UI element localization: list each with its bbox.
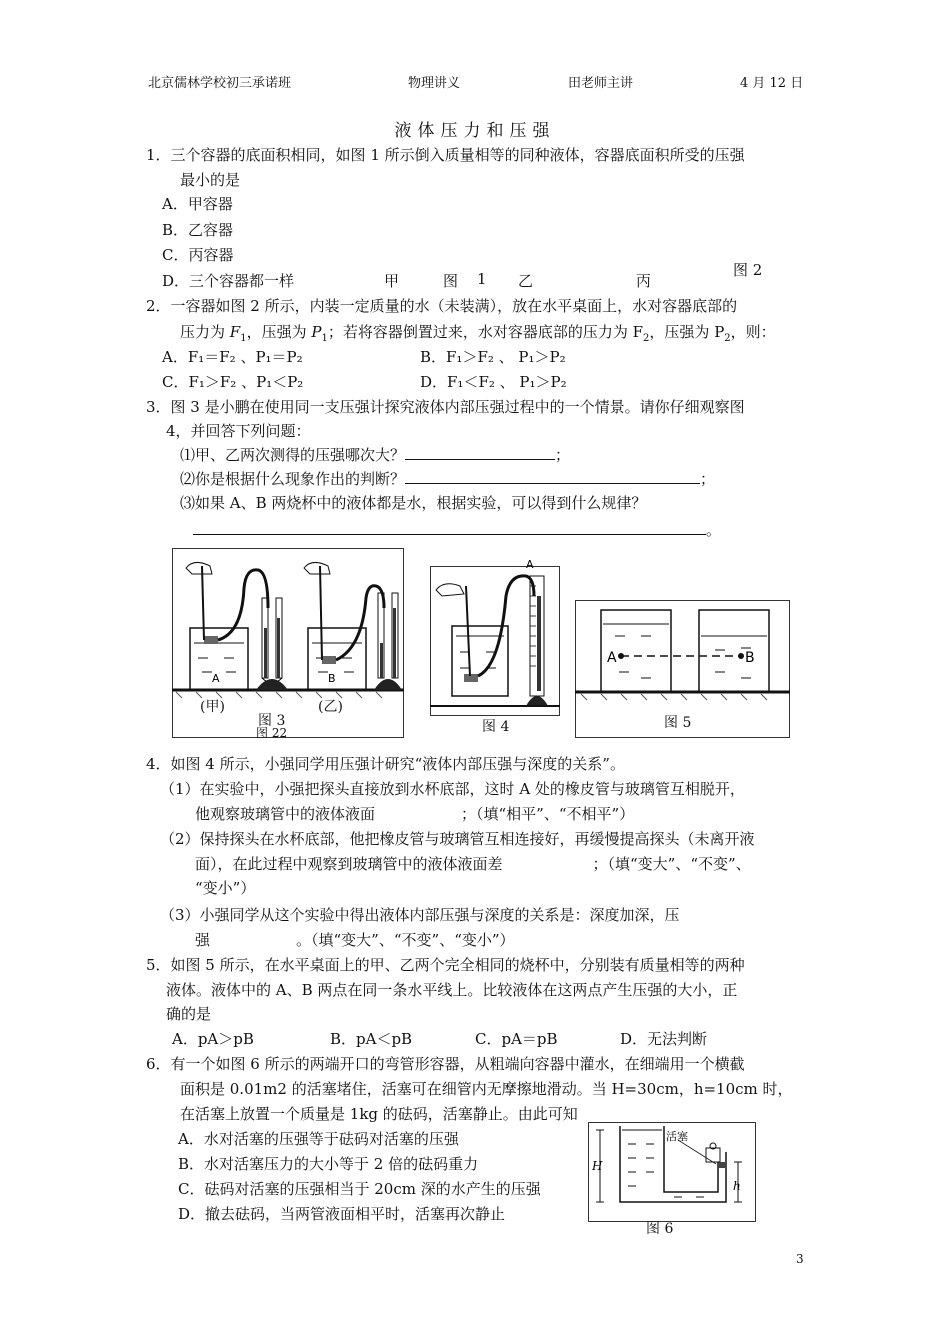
q6-option-c: C．砝码对活塞的压强相当于 20cm 深的水产生的压强 — [178, 1180, 541, 1198]
q4-p1a: （1）在实验中，小强把探头直接放到水杯底部，这时 A 处的橡皮管与玻璃管互相脱开， — [160, 780, 745, 798]
q3-sub3: ⑶如果 A、B 两烧杯中的液体都是水，根据实验，可以得到什么规律？ — [180, 494, 647, 512]
q4-p3b-text: 强 — [195, 931, 211, 949]
fig6-caption: 图 6 — [646, 1221, 674, 1237]
fig6-label-H: H — [592, 1159, 603, 1173]
q3-sub2-blank — [405, 469, 700, 484]
q4-p2a: （2）保持探头在水杯底部，他把橡皮管与玻璃管互相连接好，再缓慢提高探头（未离开液 — [160, 830, 755, 848]
q2-line2: 压力为 $F_1$，压强为 $P_1$；若将容器倒置过来，水对容器底部的压力为 $F_2$，压强为 $P_2$，则： — [180, 323, 776, 344]
q4-p3c-text: 。（填“变大”、“不变”、“变小”） — [296, 931, 515, 949]
q5-line2: 液体。液体中的 A、B 两点在同一条水平线上。比较液体在这两点产生压强的大小，正 — [166, 981, 738, 999]
q6-line1: 6．有一个如图 6 所示的两端开口的弯管形容器，从粗端向容器中灌水，在细端用一个横截 — [146, 1055, 745, 1073]
figure-4 — [430, 556, 560, 716]
q3-sub2-text: ⑵你是根据什么现象作出的判断？ — [180, 470, 406, 488]
q4-p2d: “变小”） — [195, 879, 256, 897]
q3-sub1 — [180, 444, 570, 465]
q4-p1c-text: ；（填“相平”、“不相平”） — [461, 805, 635, 823]
q4-p3a: （3）小强同学从这个实验中得出液体内部压强与深度的关系是：深度加深，压 — [160, 906, 680, 924]
q2-option-c: C．F₁＞F₂ 、P₁＜P₂ — [162, 373, 304, 391]
q6-option-b: B．水对活塞压力的大小等于 2 倍的砝码重力 — [178, 1155, 479, 1173]
q2-option-d: D．F₁＜F₂ 、 P₁＞P₂ — [420, 373, 567, 391]
fig3-caption-jia: (甲) — [200, 699, 225, 715]
page-title: 液体压力和压强 — [394, 121, 556, 141]
figure-6 — [588, 1122, 756, 1222]
q2-text-a: 压力为 — [180, 323, 226, 341]
q5-line1: 5．如图 5 所示，在水平桌面上的甲、乙两个完全相同的烧杯中，分别装有质量相等的两种 — [146, 956, 745, 974]
fig6-label-piston: 活塞 — [666, 1130, 688, 1143]
q4-p1b — [195, 803, 634, 824]
q4-p1b-text: 他观察玻璃管中的液体液面 — [195, 805, 376, 823]
q3-sub2-end: ； — [700, 470, 716, 488]
fig3-caption-2: 图 22 — [256, 726, 288, 740]
q3-sub1-blank — [405, 445, 555, 460]
q1-option-b: B．乙容器 — [162, 221, 234, 239]
q4-p2b-text: 面），在此过程中观察到玻璃管中的液体液面差 — [195, 855, 503, 873]
header-subject: 物理讲义 — [408, 76, 461, 91]
fig6-label-h: h — [733, 1179, 741, 1193]
q4-p2c-text: ；（填“变大”、“不变”、 — [592, 855, 751, 873]
q6-option-a: A．水对活塞的压强等于砝码对活塞的压强 — [178, 1130, 459, 1148]
fig1-label-bing: 丙 — [636, 272, 652, 290]
q5-line3: 确的是 — [166, 1005, 212, 1023]
fig4-caption: 图 4 — [482, 719, 510, 735]
q3-sub3-answer — [193, 519, 721, 540]
q6-line2: 面积是 0.01m2 的活塞堵住，活塞可在细管内无摩擦地滑动。当 H=30cm，h=10cm 时， — [180, 1080, 793, 1098]
q4-p3b — [195, 929, 515, 950]
q3-sub2 — [180, 468, 715, 489]
q3-line2: 4，并回答下列问题： — [166, 422, 311, 440]
q5-option-b: B．pA＜pB — [330, 1030, 413, 1048]
q2-text-c: ；若将容器倒置过来，水对容器底部的压力为 F — [327, 323, 644, 341]
q1-option-a: A．甲容器 — [162, 195, 233, 213]
fig5-label-a: A — [607, 650, 617, 666]
q5-option-a: A．pA＞pB — [172, 1030, 254, 1048]
q5-option-d: D．无法判断 — [620, 1030, 708, 1048]
header-date: 4 月 12 日 — [740, 76, 804, 91]
fig1-label-yi: 乙 — [518, 272, 534, 290]
q6-line3: 在活塞上放置一个质量是 1kg 的砝码，活塞静止。由此可知 — [180, 1105, 578, 1123]
q4-line1: 4．如图 4 所示，小强同学用压强计研究“液体内部压强与深度的关系”。 — [146, 755, 625, 773]
q3-sub1-text: ⑴甲、乙两次测得的压强哪次大？ — [180, 446, 406, 464]
q3-sub3-blank — [193, 520, 706, 535]
q5-option-c: C．pA＝pB — [475, 1030, 558, 1048]
fig2-label: 图 2 — [733, 261, 763, 279]
q2-line1: 2．一容器如图 2 所示，内装一定质量的水（未装满），放在水平桌面上，水对容器底部的 — [146, 297, 738, 315]
fig4-label-a: A — [526, 558, 534, 571]
fig1-label-tu: 图 — [443, 272, 459, 290]
q2-option-b: B．F₁＞F₂ 、 P₁＞P₂ — [420, 348, 566, 366]
q3-sub3-end: 。 — [706, 521, 722, 539]
q6-option-d: D．撤去砝码，当两管液面相平时，活塞再次静止 — [178, 1205, 506, 1223]
q3-line1: 3．图 3 是小鹏在使用同一支压强计探究液体内部压强过程中的一个情景。请你仔细观察图 — [146, 398, 745, 416]
q1-line1: 1．三个容器的底面积相同，如图 1 所示倒入质量相等的同种液体，容器底面积所受的压强 — [146, 146, 745, 164]
q1-option-c: C．丙容器 — [162, 246, 234, 264]
q2-text-b: ，压强为 — [246, 323, 307, 341]
fig3-caption-yi: (乙) — [318, 699, 343, 715]
q2-option-a: A．F₁＝F₂ 、P₁＝P₂ — [162, 348, 303, 366]
q2-text-d: ，压强为 P — [649, 323, 725, 341]
header-teacher: 田老师主讲 — [568, 76, 634, 91]
fig1-label-num: 1 — [477, 270, 487, 288]
fig5-label-b: B — [745, 650, 755, 666]
q1-option-d: D．三个容器都一样 — [162, 272, 295, 290]
fig1-label-jia: 甲 — [384, 272, 400, 290]
q4-p2b — [195, 853, 751, 874]
q3-sub1-end: ； — [555, 446, 571, 464]
fig5-caption: 图 5 — [664, 715, 692, 731]
header-school: 北京儒林学校初三承诺班 — [148, 76, 292, 91]
fig3-label-b: B — [328, 672, 336, 685]
q2-text-e: ，则： — [730, 323, 776, 341]
fig3-label-a: A — [212, 672, 220, 685]
page-number: 3 — [796, 1252, 804, 1266]
fig3-caption: 图 3 — [258, 713, 286, 729]
q1-line2: 最小的是 — [180, 171, 241, 189]
